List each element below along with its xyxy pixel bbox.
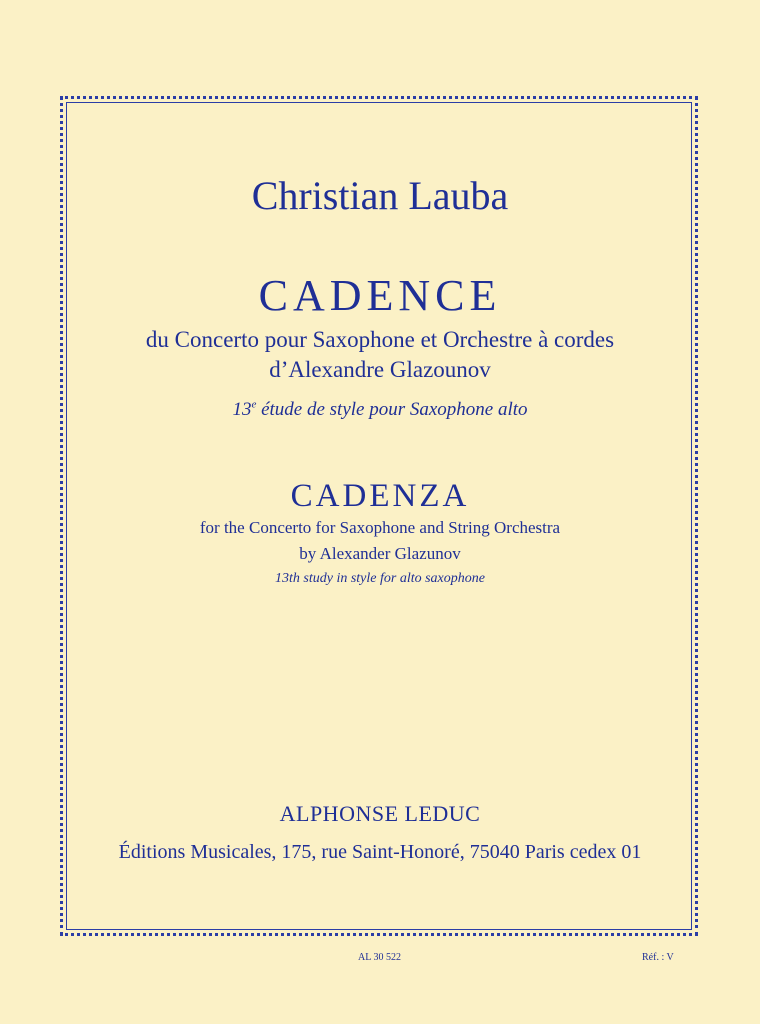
publisher-name: ALPHONSE LEDUC bbox=[279, 801, 481, 826]
title-french: CADENCE bbox=[258, 271, 502, 320]
reference-code: Réf. : V bbox=[642, 952, 674, 963]
study-text-french: étude de style pour Saxophone alto bbox=[256, 399, 528, 420]
composer-name: Christian Lauba bbox=[251, 173, 509, 218]
subtitle-french-line-1: du Concerto pour Saxophone et Orchestre à cordes bbox=[145, 327, 615, 352]
title-english: CADENZA bbox=[290, 478, 470, 514]
catalog-number: AL 30 522 bbox=[358, 952, 401, 963]
subtitle-english-line-2: by Alexander Glazunov bbox=[299, 544, 461, 563]
study-description-french bbox=[0, 398, 760, 422]
publisher-address: Éditions Musicales, 175, rue Saint-Honoré, 75040 Paris cedex 01 bbox=[118, 841, 642, 863]
subtitle-english-line-1: for the Concerto for Saxophone and String Orchestra bbox=[199, 518, 561, 537]
study-number-french: 13 bbox=[232, 399, 252, 420]
subtitle-french-line-2: d’Alexandre Glazounov bbox=[269, 357, 491, 382]
study-ordinal-superscript: e bbox=[251, 398, 257, 411]
study-description-english: 13th study in style for alto saxophone bbox=[275, 571, 485, 586]
